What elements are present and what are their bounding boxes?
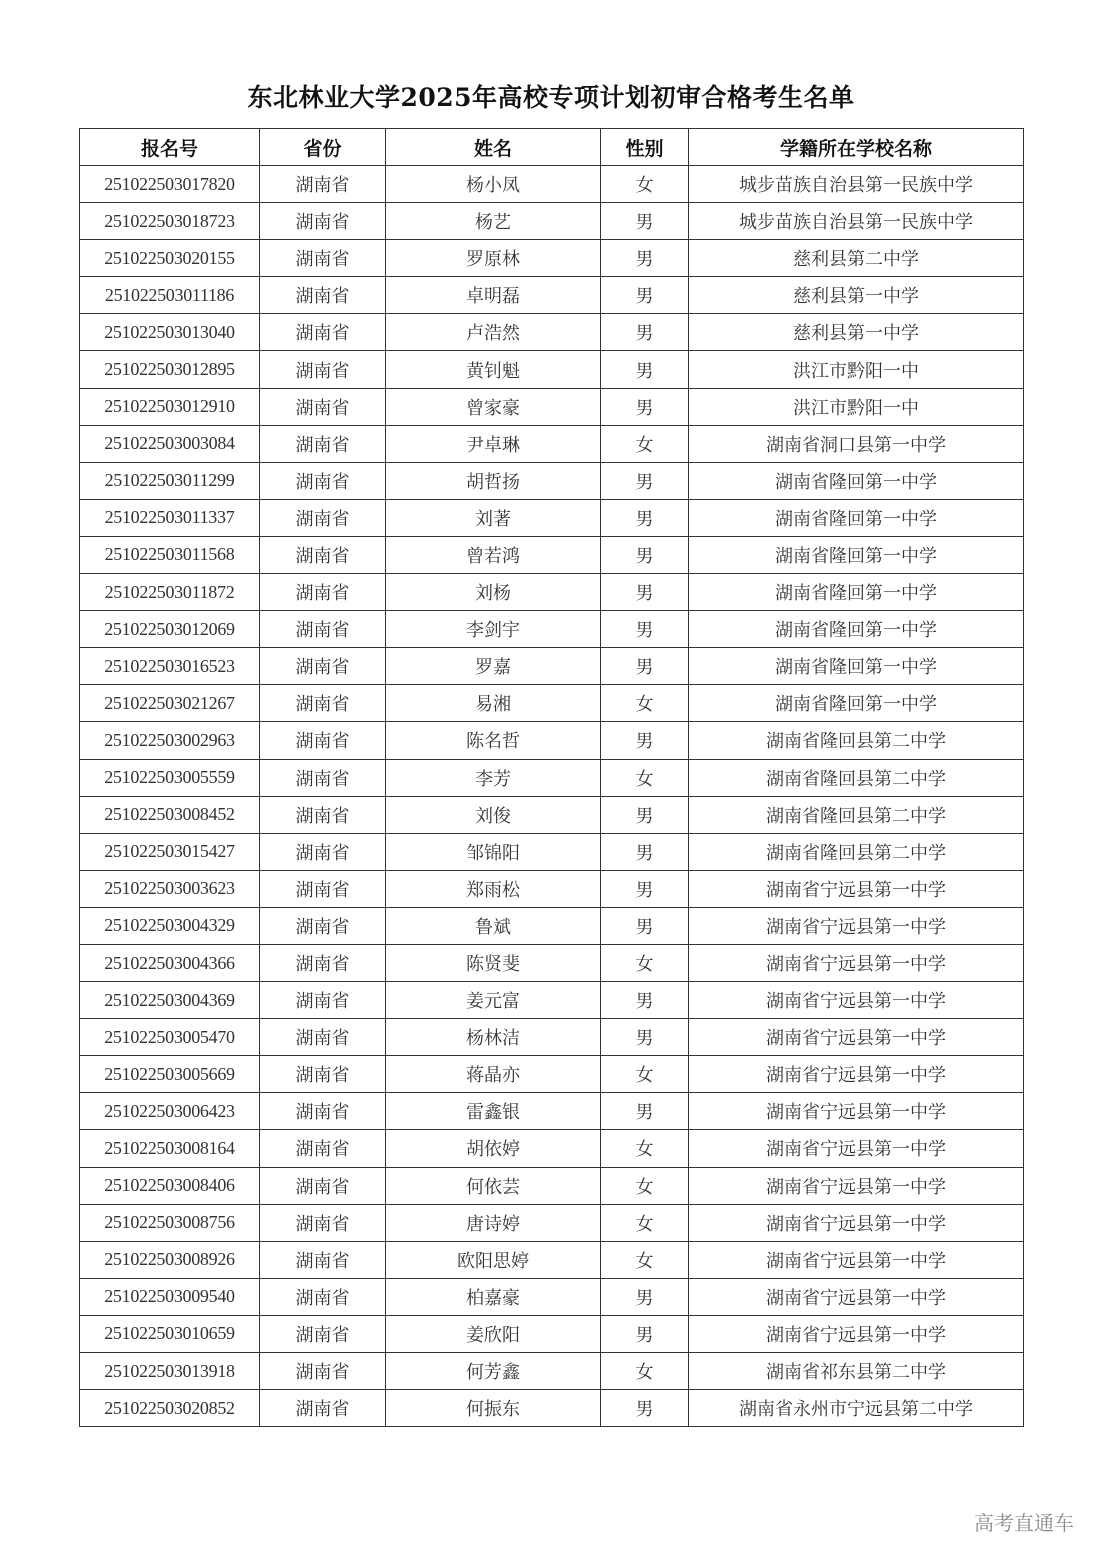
cell-province: 湖南省 [260,1204,386,1241]
cell-registration-number: 251022503018723 [80,203,260,240]
table-row [80,1353,1024,1390]
cell-school: 湖南省隆回县第二中学 [689,759,1024,796]
cell-gender: 女 [601,1241,689,1278]
cell-name: 何芳鑫 [386,1353,601,1390]
table-row [80,759,1024,796]
cell-registration-number: 251022503011568 [80,536,260,573]
cell-gender: 男 [601,536,689,573]
cell-school: 慈利县第一中学 [689,314,1024,351]
cell-school: 湖南省隆回县第二中学 [689,833,1024,870]
cell-registration-number: 251022503002963 [80,722,260,759]
cell-registration-number: 251022503020155 [80,240,260,277]
cell-school: 湖南省宁远县第一中学 [689,1056,1024,1093]
cell-gender: 女 [601,425,689,462]
cell-name: 邹锦阳 [386,833,601,870]
cell-registration-number: 251022503012069 [80,611,260,648]
table-row [80,611,1024,648]
table-row [80,425,1024,462]
cell-registration-number: 251022503016523 [80,648,260,685]
cell-name: 李芳 [386,759,601,796]
cell-province: 湖南省 [260,944,386,981]
header-gender: 性别 [601,129,689,166]
cell-school: 城步苗族自治县第一民族中学 [689,203,1024,240]
cell-province: 湖南省 [260,388,386,425]
cell-province: 湖南省 [260,982,386,1019]
cell-province: 湖南省 [260,1315,386,1352]
cell-gender: 女 [601,1056,689,1093]
cell-province: 湖南省 [260,1130,386,1167]
cell-school: 湖南省宁远县第一中学 [689,907,1024,944]
cell-registration-number: 251022503005559 [80,759,260,796]
cell-gender: 女 [601,944,689,981]
cell-name: 卢浩然 [386,314,601,351]
cell-province: 湖南省 [260,462,386,499]
cell-province: 湖南省 [260,499,386,536]
table-row [80,499,1024,536]
cell-name: 姜元富 [386,982,601,1019]
cell-name: 曾家豪 [386,388,601,425]
header-school: 学籍所在学校名称 [689,129,1024,166]
table-row [80,1167,1024,1204]
cell-province: 湖南省 [260,1056,386,1093]
table-row [80,944,1024,981]
cell-school: 湖南省隆回第一中学 [689,462,1024,499]
cell-province: 湖南省 [260,1019,386,1056]
cell-registration-number: 251022503021267 [80,685,260,722]
cell-gender: 男 [601,1315,689,1352]
cell-registration-number: 251022503003623 [80,870,260,907]
cell-province: 湖南省 [260,203,386,240]
document-title: 东北林业大学2025年高校专项计划初审合格考生名单 [247,83,855,112]
cell-gender: 男 [601,722,689,759]
cell-province: 湖南省 [260,870,386,907]
cell-school: 洪江市黔阳一中 [689,351,1024,388]
cell-name: 欧阳思婷 [386,1241,601,1278]
cell-gender: 男 [601,574,689,611]
table-row [80,1315,1024,1352]
cell-registration-number: 251022503017820 [80,166,260,203]
cell-school: 慈利县第二中学 [689,240,1024,277]
cell-province: 湖南省 [260,833,386,870]
cell-school: 湖南省宁远县第一中学 [689,1093,1024,1130]
cell-registration-number: 251022503006423 [80,1093,260,1130]
cell-school: 湖南省宁远县第一中学 [689,1315,1024,1352]
cell-registration-number: 251022503008164 [80,1130,260,1167]
cell-name: 罗嘉 [386,648,601,685]
cell-gender: 男 [601,833,689,870]
cell-province: 湖南省 [260,1241,386,1278]
cell-name: 蒋晶亦 [386,1056,601,1093]
cell-gender: 男 [601,796,689,833]
cell-province: 湖南省 [260,240,386,277]
cell-gender: 女 [601,166,689,203]
cell-province: 湖南省 [260,277,386,314]
table-row [80,685,1024,722]
table-row [80,1056,1024,1093]
cell-gender: 女 [601,1204,689,1241]
cell-gender: 女 [601,1167,689,1204]
cell-name: 胡哲扬 [386,462,601,499]
cell-gender: 男 [601,351,689,388]
table-row [80,796,1024,833]
cell-name: 刘俊 [386,796,601,833]
cell-school: 湖南省宁远县第一中学 [689,944,1024,981]
cell-registration-number: 251022503012895 [80,351,260,388]
cell-gender: 男 [601,314,689,351]
watermark: 高考直通车 [974,1511,1074,1535]
table-row [80,648,1024,685]
cell-registration-number: 251022503011299 [80,462,260,499]
cell-province: 湖南省 [260,1390,386,1427]
cell-school: 湖南省隆回县第二中学 [689,722,1024,759]
cell-gender: 男 [601,1390,689,1427]
table-row [80,907,1024,944]
cell-school: 湖南省隆回第一中学 [689,536,1024,573]
header-registration-number: 报名号 [80,129,260,166]
cell-school: 湖南省隆回第一中学 [689,574,1024,611]
cell-registration-number: 251022503004369 [80,982,260,1019]
cell-gender: 男 [601,462,689,499]
cell-school: 湖南省隆回县第二中学 [689,796,1024,833]
cell-registration-number: 251022503013918 [80,1353,260,1390]
cell-name: 易湘 [386,685,601,722]
table-row [80,240,1024,277]
table-row [80,1390,1024,1427]
cell-school: 湖南省宁远县第一中学 [689,1278,1024,1315]
table-row [80,1093,1024,1130]
cell-registration-number: 251022503004329 [80,907,260,944]
cell-name: 杨林洁 [386,1019,601,1056]
cell-province: 湖南省 [260,574,386,611]
table-row [80,1019,1024,1056]
cell-school: 湖南省隆回第一中学 [689,685,1024,722]
cell-gender: 男 [601,499,689,536]
table-row [80,388,1024,425]
cell-gender: 男 [601,1093,689,1130]
cell-province: 湖南省 [260,1353,386,1390]
table-row [80,277,1024,314]
cell-school: 湖南省隆回第一中学 [689,648,1024,685]
cell-registration-number: 251022503005669 [80,1056,260,1093]
cell-registration-number: 251022503008756 [80,1204,260,1241]
cell-school: 湖南省宁远县第一中学 [689,1167,1024,1204]
cell-name: 姜欣阳 [386,1315,601,1352]
cell-registration-number: 251022503004366 [80,944,260,981]
cell-province: 湖南省 [260,351,386,388]
table-row [80,870,1024,907]
table-body [80,166,1024,1427]
cell-name: 曾若鸿 [386,536,601,573]
cell-school: 湖南省隆回第一中学 [689,499,1024,536]
cell-school: 湖南省宁远县第一中学 [689,1019,1024,1056]
table-row [80,722,1024,759]
table-row [80,1278,1024,1315]
cell-gender: 男 [601,388,689,425]
table-row [80,574,1024,611]
cell-registration-number: 251022503013040 [80,314,260,351]
cell-gender: 男 [601,648,689,685]
cell-province: 湖南省 [260,796,386,833]
cell-name: 卓明磊 [386,277,601,314]
cell-name: 罗原林 [386,240,601,277]
cell-gender: 女 [601,1130,689,1167]
cell-school: 湖南省祁东县第二中学 [689,1353,1024,1390]
cell-school: 慈利县第一中学 [689,277,1024,314]
table-row [80,833,1024,870]
cell-name: 陈名哲 [386,722,601,759]
cell-school: 湖南省宁远县第一中学 [689,870,1024,907]
cell-gender: 女 [601,759,689,796]
cell-school: 湖南省宁远县第一中学 [689,1130,1024,1167]
cell-registration-number: 251022503020852 [80,1390,260,1427]
cell-province: 湖南省 [260,166,386,203]
cell-name: 刘著 [386,499,601,536]
cell-registration-number: 251022503011337 [80,499,260,536]
cell-registration-number: 251022503009540 [80,1278,260,1315]
cell-province: 湖南省 [260,722,386,759]
cell-province: 湖南省 [260,907,386,944]
table-row [80,351,1024,388]
cell-school: 湖南省宁远县第一中学 [689,982,1024,1019]
cell-name: 尹卓琳 [386,425,601,462]
cell-gender: 男 [601,870,689,907]
table-row [80,203,1024,240]
cell-registration-number: 251022503011872 [80,574,260,611]
cell-province: 湖南省 [260,1167,386,1204]
table-row [80,982,1024,1019]
cell-school: 湖南省宁远县第一中学 [689,1204,1024,1241]
cell-gender: 男 [601,203,689,240]
cell-registration-number: 251022503003084 [80,425,260,462]
cell-school: 湖南省洞口县第一中学 [689,425,1024,462]
cell-registration-number: 251022503008926 [80,1241,260,1278]
cell-name: 陈贤斐 [386,944,601,981]
candidate-table [79,128,1024,1427]
header-name: 姓名 [386,129,601,166]
cell-gender: 男 [601,611,689,648]
cell-school: 湖南省永州市宁远县第二中学 [689,1390,1024,1427]
cell-name: 鲁斌 [386,907,601,944]
cell-gender: 男 [601,240,689,277]
cell-registration-number: 251022503011186 [80,277,260,314]
cell-school: 湖南省隆回第一中学 [689,611,1024,648]
cell-name: 柏嘉豪 [386,1278,601,1315]
cell-gender: 女 [601,685,689,722]
cell-province: 湖南省 [260,536,386,573]
cell-school: 湖南省宁远县第一中学 [689,1241,1024,1278]
cell-name: 胡依婷 [386,1130,601,1167]
cell-name: 刘杨 [386,574,601,611]
cell-province: 湖南省 [260,759,386,796]
cell-school: 城步苗族自治县第一民族中学 [689,166,1024,203]
cell-name: 唐诗婷 [386,1204,601,1241]
cell-gender: 男 [601,1278,689,1315]
cell-province: 湖南省 [260,314,386,351]
cell-name: 雷鑫银 [386,1093,601,1130]
cell-gender: 女 [601,1353,689,1390]
cell-gender: 男 [601,1019,689,1056]
cell-registration-number: 251022503008452 [80,796,260,833]
cell-name: 杨艺 [386,203,601,240]
cell-province: 湖南省 [260,1093,386,1130]
table-row [80,1204,1024,1241]
cell-name: 何依芸 [386,1167,601,1204]
cell-name: 郑雨松 [386,870,601,907]
header-province: 省份 [260,129,386,166]
cell-registration-number: 251022503015427 [80,833,260,870]
cell-school: 洪江市黔阳一中 [689,388,1024,425]
table-row [80,462,1024,499]
cell-gender: 男 [601,277,689,314]
cell-registration-number: 251022503005470 [80,1019,260,1056]
cell-gender: 男 [601,982,689,1019]
cell-registration-number: 251022503012910 [80,388,260,425]
cell-province: 湖南省 [260,611,386,648]
cell-province: 湖南省 [260,425,386,462]
cell-name: 杨小凤 [386,166,601,203]
table-row [80,536,1024,573]
cell-name: 黄钊魁 [386,351,601,388]
cell-province: 湖南省 [260,1278,386,1315]
table-row [80,314,1024,351]
cell-province: 湖南省 [260,685,386,722]
cell-gender: 男 [601,907,689,944]
table-row [80,1130,1024,1167]
cell-registration-number: 251022503008406 [80,1167,260,1204]
cell-name: 何振东 [386,1390,601,1427]
cell-registration-number: 251022503010659 [80,1315,260,1352]
table-row [80,166,1024,203]
table-header-row [80,129,1024,166]
cell-name: 李剑宇 [386,611,601,648]
cell-province: 湖南省 [260,648,386,685]
table-row [80,1241,1024,1278]
